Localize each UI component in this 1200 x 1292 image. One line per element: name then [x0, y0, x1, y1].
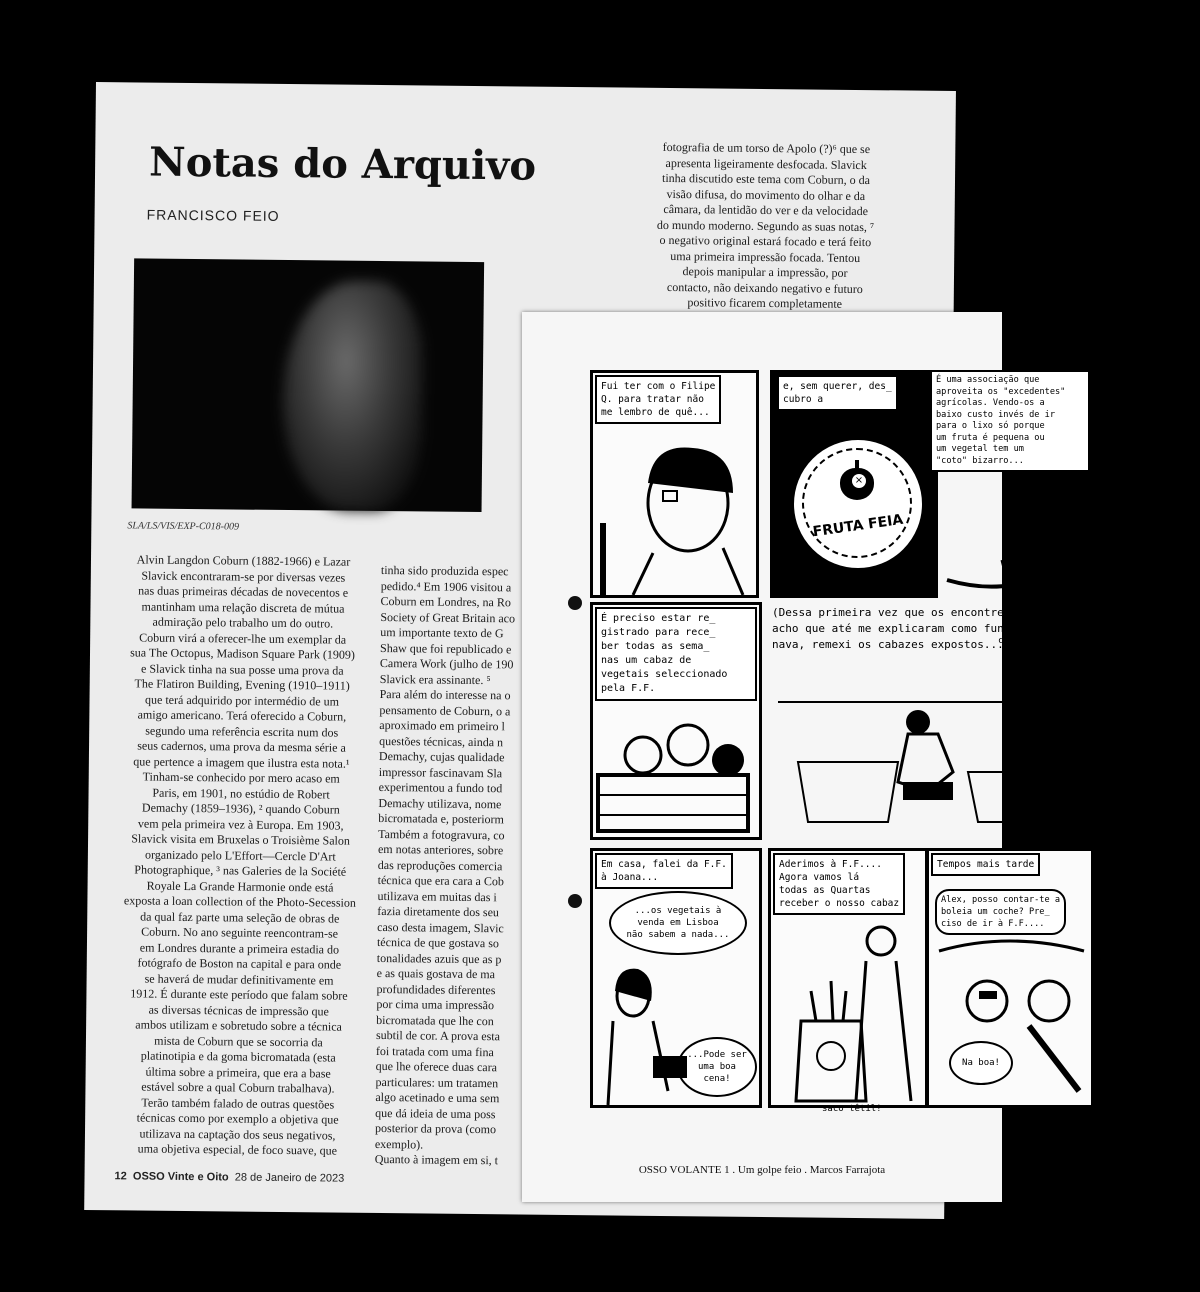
caption-text: (Dessa primeira vez que os encontrei, acho que até me explicaram como funcio_ nava, remexi os cabazes expostos...)	[772, 606, 1031, 651]
caption-box: Aderimos à F.F.... Agora vamos lá todas as Quartas receber o nosso cabaz	[773, 853, 905, 915]
comic-page	[522, 312, 1074, 1202]
x-mark-icon: ×	[852, 474, 866, 488]
comic-panel-8	[926, 848, 1094, 1108]
punch-hole	[568, 596, 582, 610]
article-column-2: tinha sido produzida espec pedido.⁴ Em 1906 visitou a Coburn em Londres, na Ro Society of Great Britain aco um importante texto de G Shaw que foi republicado e Camera Work (julho de 190 Slavick era assinante. ⁵ Para além do interesse na o pensamento de Coburn, o a aproximado em primeiro l questões técnicas, ainda n Demachy, cujas qualidade impressor fascinavam Sla experimentou a fundo tod Demachy utilizava, nome bicromatada e, posteriorm Também a fotogravura, co em notas anteriores, sobre das reproduções comercia técnica que era cara a Cob utilizava em muitas das i fazia diretamente dos seu caso desta imagem, Slavic técnica de que gostava so tonalidades azuis que as p e as quais gostava de ma profundidades diferentes por cima uma impressão bicromatada que lhe con subtil de cor. A prova esta foi tratada com uma fina que lhe oferece duas cara particulares: um tratamen algo acetinado e uma sem que dá ideia de uma poss posterior da prova (como exemplo). Quanto à imagem em si, t	[374, 563, 516, 1168]
caption-box: É uma associação que aproveita os "excedentes" agrícolas. Vendo-os a baixo custo invés de ir para o lixo só porque um fruta é pequena ou um vegetal tem um "coto" bizarro...	[930, 370, 1090, 472]
publication-date: 28 de Janeiro de 2023	[234, 1171, 345, 1185]
article-author: FRANCISCO FEIO	[146, 206, 280, 224]
woman-at-laptop-drawing	[593, 851, 759, 1105]
page-footer	[114, 1170, 344, 1184]
man-with-glasses-drawing	[593, 373, 756, 595]
tote-bag-label: saco têtil!	[822, 1104, 882, 1114]
comic-footer: OSSO VOLANTE 1 . Um golpe feio . Marcos Farrajota	[638, 1164, 886, 1176]
caption-box: Tempos mais tarde	[931, 853, 1040, 876]
caption-box: Em casa, falei da F.F. à Joana...	[595, 853, 733, 889]
caption-box: e, sem querer, des_ cubro a	[777, 375, 898, 411]
comic-panel-5	[768, 602, 1094, 834]
comic-panel-1	[590, 370, 759, 598]
carrot-label: cenoura freak?	[998, 636, 1074, 646]
publication-name: OSSO Vinte e Oito	[132, 1170, 229, 1184]
speech-bubble: Na boa!	[949, 1041, 1013, 1085]
caption-box: É preciso estar re_ gistrado para rece_ ber todas as sema_ nas um cabaz de vegetais seleccionado pela F.F.	[595, 607, 757, 701]
caption-box: Fui ter com o Filipe Q. para tratar não me lembro de quê...	[595, 375, 721, 424]
blurred-torso-image	[282, 280, 424, 511]
article-column-3: fotografia de um torso de Apolo (?)⁶ que se apresenta ligeiramente desfocada. Slavick tinha discutido este tema com Coburn, o da visão difusa, do movimento do olhar e da câmara, da lentidão do ver e da velocidade do mundo moderno. Segundo as suas notas, ⁷ o negativo original estará focado e terá feito uma primeira impressão focada. Tentou depois manipular a impressão, por contacto, não deixando negativo e futuro positivo ficarem completamente	[656, 139, 875, 311]
photo-caption: SLA/LS/VIS/EXP-C018-009	[127, 520, 240, 533]
market-scene-drawing	[768, 662, 1094, 832]
comic-panel-4	[590, 602, 762, 840]
tote-bag-drawing	[771, 851, 925, 1105]
vegetables-crate-drawing	[593, 605, 759, 837]
comic-panel-3	[932, 370, 1092, 646]
car-passengers-drawing	[929, 851, 1091, 1105]
fruta-feia-logo	[791, 437, 925, 571]
article-title: Notas do Arquivo	[148, 138, 537, 190]
punch-hole	[568, 894, 582, 908]
article-column-1: Alvin Langdon Coburn (1882-1966) e Lazar Slavick encontraram-se por diversas vezes nas duas primeiras décadas de novecentos e mantinham uma relação discreta de mútua admiração pelo trabalho um do outro. Coburn virá a oferecer-lhe um exemplar da sua The Octopus, Madison Square Park (1909) e Slavick tinha na sua posse uma prova da The Flatiron Building, Evening (1910–1911) que terá adquirido por intermédio de um amigo americano. Terá oferecido a Coburn, segundo uma referência escrita num dos seus cadernos, uma prova da mesma série a que pertence a imagem que ilustra esta nota.¹ Tinham-se conhecido por mero acaso em Paris, em 1901, no estúdio de Robert Demachy (1859–1936), ² quando Coburn vem pela primeira vez à Europa. Em 1903, Slavick visita em Bruxelas o Troisième Salon organizado pelo L'Effort—Cercle D'Art Photographique, ³ nas Galeries de la Société Royale La Grande Harmonie onde está exposta a loan collection of the Photo-Secession da qual faz parte uma seleção de obras de Coburn. No ano seguinte reencontram-se em Londres durante a primeira estadia do fotógrafo de Boston na capital e para onde se haverá de mudar definitivamente em 1912. É durante este período que falam sobre as diversas técnicas de impressão que ambos utilizam e sobretudo sobre a técnica mista de Coburn que se socorria da platinotipia e da goma bicromatada (esta última sobre a primeira, que era a base estável sobre a qual Coburn trabalhava). Terão também falado de outras questões técnicas como por exemplo a objetiva que utilizava na captação dos seus negativos, uma objetiva especial, de foco suave, que	[123, 552, 356, 1158]
speech-bubble: ...Pode ser uma boa cena!	[677, 1037, 757, 1097]
page-number: 12	[114, 1170, 127, 1183]
comic-panel-7	[768, 848, 928, 1108]
logo-text: FRUTA FEIA	[811, 511, 905, 541]
comic-panel-2	[770, 370, 938, 598]
speech-bubble: Alex, posso contar-te a boleia um coche? Pre_ ciso de ir à F.F....	[935, 889, 1066, 935]
comic-panel-6	[590, 848, 762, 1108]
archive-photo	[132, 258, 485, 512]
speech-bubble: ...os vegetais à venda em Lisboa não sabem a nada...	[609, 891, 747, 955]
